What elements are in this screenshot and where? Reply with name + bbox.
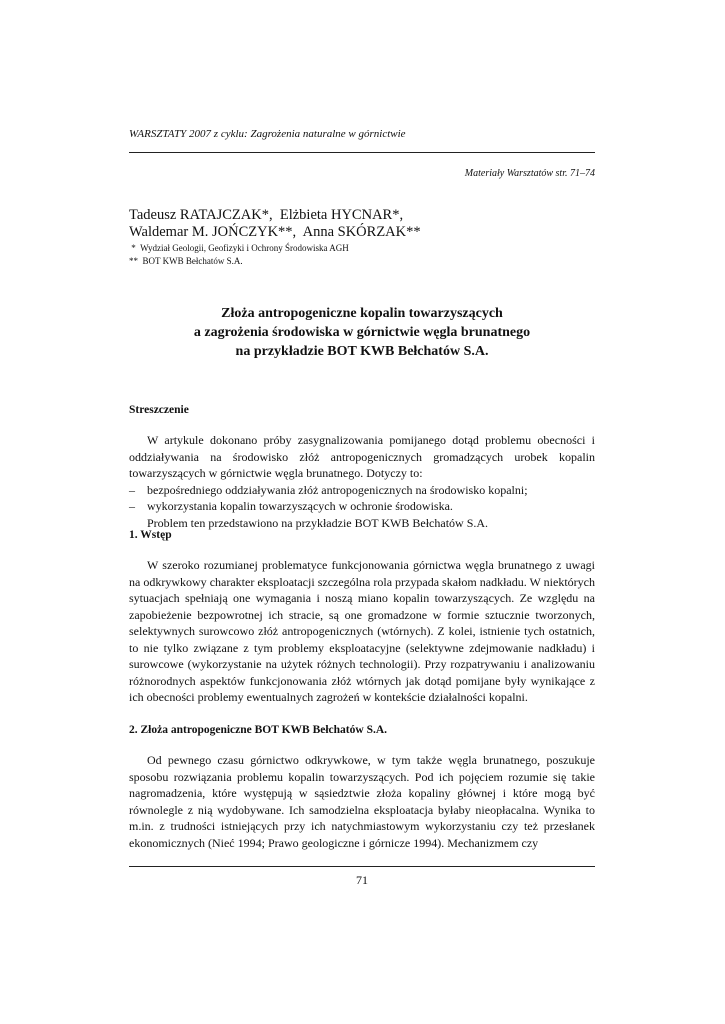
page-number: 71 [356, 873, 368, 887]
section-1-body [129, 557, 595, 706]
authors-line-1: Tadeusz RATAJCZAK*, Elżbieta HYCNAR*, [129, 207, 404, 223]
title-line-2: a zagrożenia środowiska w górnictwie węgla brunatnego [193, 325, 531, 340]
section-1-text: W szeroko rozumianej problematyce funkcjonowania górnictwa węgla brunatnego z uwagi na odkrywkowy charakter eksploatacji szczególna rola przypada skałom nadkładu. W niektórych sytuacjach spełniają one wymagania i noszą miano kopalin towarzyszących. Ze względu na zapobieżenie bezpowrotnej ich stracie, są one gromadzone w formie sztucznie tworzonych, selektywnych surowcowo złóż antropogenicznych (wtórnych). Z kolei, istnienie tych ostatnich, to nie tylko związane z tym problemy eksploatacyjne (selektywne zdejmowanie nadkładu) i surowcowe (wykorzystanie na użytek różnych technologii). Przy rozpatrywaniu i analizowaniu różnorodnych aspektów funkcjonowania złóż wtórnych jak dotąd pomijane były wynikające z ich obecności problemy ewentualnych zagrożeń w kontekście działalności kopalni. [129, 558, 595, 704]
abstract-body [129, 432, 595, 531]
authors-line-2: Waldemar M. JOŃCZYK**, Anna SKÓRZAK** [129, 224, 421, 240]
affiliation-2: ** BOT KWB Bełchatów S.A. [129, 256, 243, 266]
abstract-closing: Problem ten przedstawiono na przykładzie BOT KWB Bełchatów S.A. [147, 515, 489, 530]
title-line-1: Złoża antropogeniczne kopalin towarzyszących [221, 306, 503, 321]
abstract-list-item [129, 498, 595, 515]
footer-rule [129, 866, 595, 867]
abstract-item-1: bezpośredniego oddziaływania złóż antropogenicznych na środowisko kopalni; [147, 482, 528, 497]
materials-reference: Materiały Warsztatów str. 71–74 [464, 168, 595, 179]
list-dash: – [129, 482, 135, 497]
abstract-heading: Streszczenie [129, 404, 189, 416]
section-2-heading: 2. Złoża antropogeniczne BOT KWB Bełchatów S.A. [129, 724, 388, 736]
series-header: WARSZTATY 2007 z cyklu: Zagrożenia naturalne w górnictwie [129, 128, 406, 140]
section-2-body [129, 752, 595, 851]
title-line-3: na przykładzie BOT KWB Bełchatów S.A. [235, 344, 489, 359]
affiliation-1: * Wydział Geologii, Geofizyki i Ochrony Środowiska AGH [129, 243, 349, 253]
abstract-item-2: wykorzystania kopalin towarzyszących w ochronie środowiska. [147, 499, 453, 513]
list-dash: – [129, 499, 135, 513]
header-rule [129, 152, 595, 153]
abstract-list-item [129, 482, 595, 499]
section-2-text: Od pewnego czasu górnictwo odkrywkowe, w tym także węgla brunatnego, poszukuje sposobu rozwiązania problemu kopalin towarzyszących. Pod ich pojęciem rozumie się takie nagromadzenia, które występują w sąsiedztwie złoża kopaliny głównej i które mogą być równolegle z nią wydobywane. Ich samodzielna eksploatacja byłaby nieopłacalna. Wynika to m.in. z trudności istniejących przy ich natychmiastowym wykorzystaniu czy też przesłanek ekonomicznych (Nieć 1994; Prawo geologiczne i górnicze 1994). Mechanizmem czy [129, 753, 595, 850]
paper-title [129, 304, 595, 361]
authors [129, 207, 421, 241]
section-1-heading: 1. Wstęp [129, 529, 172, 541]
abstract-intro: W artykule dokonano próby zasygnalizowania pomijanego dotąd problemu obecności i oddziaływania na środowisko złóż antropogenicznych gromadzących urobek kopalin towarzyszących w górnictwie węgla brunatnego. Dotyczy to: [129, 433, 595, 480]
